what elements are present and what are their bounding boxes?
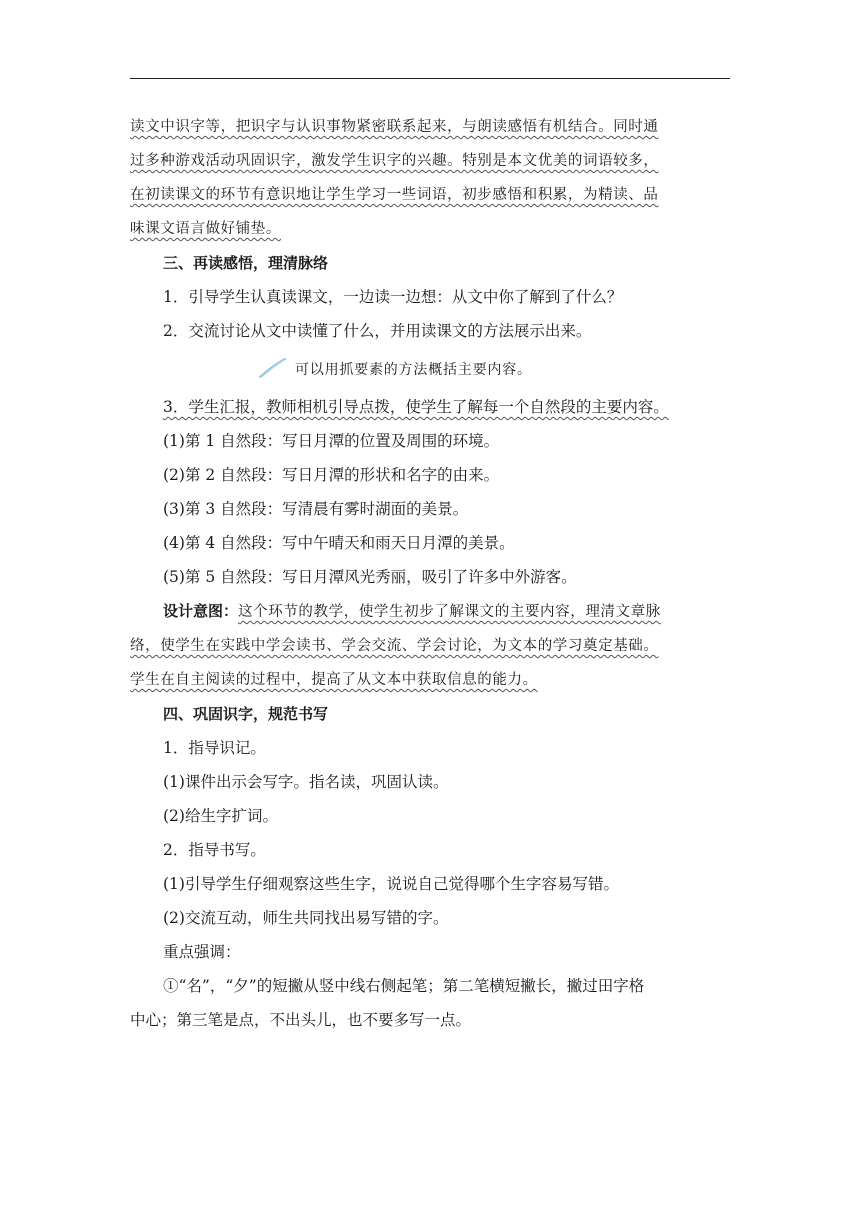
design-intent-label: 设计意图： [163,602,239,620]
section3-step3-text: 3．学生汇报，教师相机引导点拨，使学生了解每一个自然段的主要内容。 [163,398,669,416]
section4-step1: 1．指导识记。 [163,739,266,757]
section3-step1: 1．引导学生认真读课文，一边读一边想：从文中你了解到了什么？ [163,288,623,306]
section4-step1-item: (2)给生字扩词。 [163,807,278,825]
pen-stroke-icon [258,356,288,380]
design-intent [130,594,730,697]
section3-step2: 2．交流讨论从文中读懂了什么，并用读课文的方法展示出来。 [163,322,592,340]
section4-heading: 四、巩固识字，规范书写 [163,705,329,723]
section4-step1-item: (1)课件出示会写字。指名读，巩固认读。 [163,773,449,791]
paragraph-summary: (4)第 4 自然段：写中午晴天和雨天日月潭的美景。 [163,534,515,552]
emphasis-label: 重点强调： [163,943,241,961]
section4-step2: 2．指导书写。 [163,841,266,859]
design-intent-text: 这个环节的教学，使学生初步了解课文的主要内容，理清文章脉 [238,604,661,620]
section4-step2-item: (1)引导学生仔细观察这些生字，说说自己觉得哪个生字容易写错。 [163,875,619,893]
design-intent-line: 络，使学生在实践中学会读书、学会交流、学会讨论，为文本的学习奠定基础。 [130,638,659,654]
section3-heading: 三、再读感悟，理清脉络 [163,254,329,272]
design-intent-line: 学生在自主阅读的过程中，提高了从文本中获取信息的能力。 [130,672,538,688]
annotation-text: 可以用抓要素的方法概括主要内容。 [295,362,532,378]
intro-note-line: 在初读课文的环节有意识地让学生学习一些词语，初步感悟和积累，为精读、品 [130,187,659,203]
paragraph-summary: (3)第 3 自然段：写清晨有雾时湖面的美景。 [163,500,469,518]
section4-step2-item: (2)交流互动，师生共同找出易写错的字。 [163,909,449,927]
page-content [130,110,730,1037]
design-intent-line [130,594,730,629]
intro-note-line: 读文中识字等，把识字与认识事物紧密联系起来，与朗读感悟有机结合。同时通 [130,119,659,135]
section3-step3 [130,390,730,424]
emphasis-line: ①“名”，“夕”的短撇从竖中线右侧起笔；第二笔横短撇长，撇过田字格 [163,977,645,995]
intro-note-line: 过多种游戏活动巩固识字，激发学生识字的兴趣。特别是本文优美的词语较多， [130,153,659,169]
paragraph-summary: (5)第 5 自然段：写日月潭风光秀丽，吸引了许多中外游客。 [163,568,577,586]
intro-note [130,110,730,246]
paragraph-summary: (1)第 1 自然段：写日月潭的位置及周围的环境。 [163,432,500,450]
paragraph-summary: (2)第 2 自然段：写日月潭的形状和名字的由来。 [163,466,500,484]
intro-note-line: 味课文语言做好铺垫。 [130,221,281,237]
emphasis-line: 中心；第三笔是点，不出头儿，也不要多写一点。 [130,1011,472,1029]
margin-annotation [130,350,730,390]
header-rule [130,78,730,79]
